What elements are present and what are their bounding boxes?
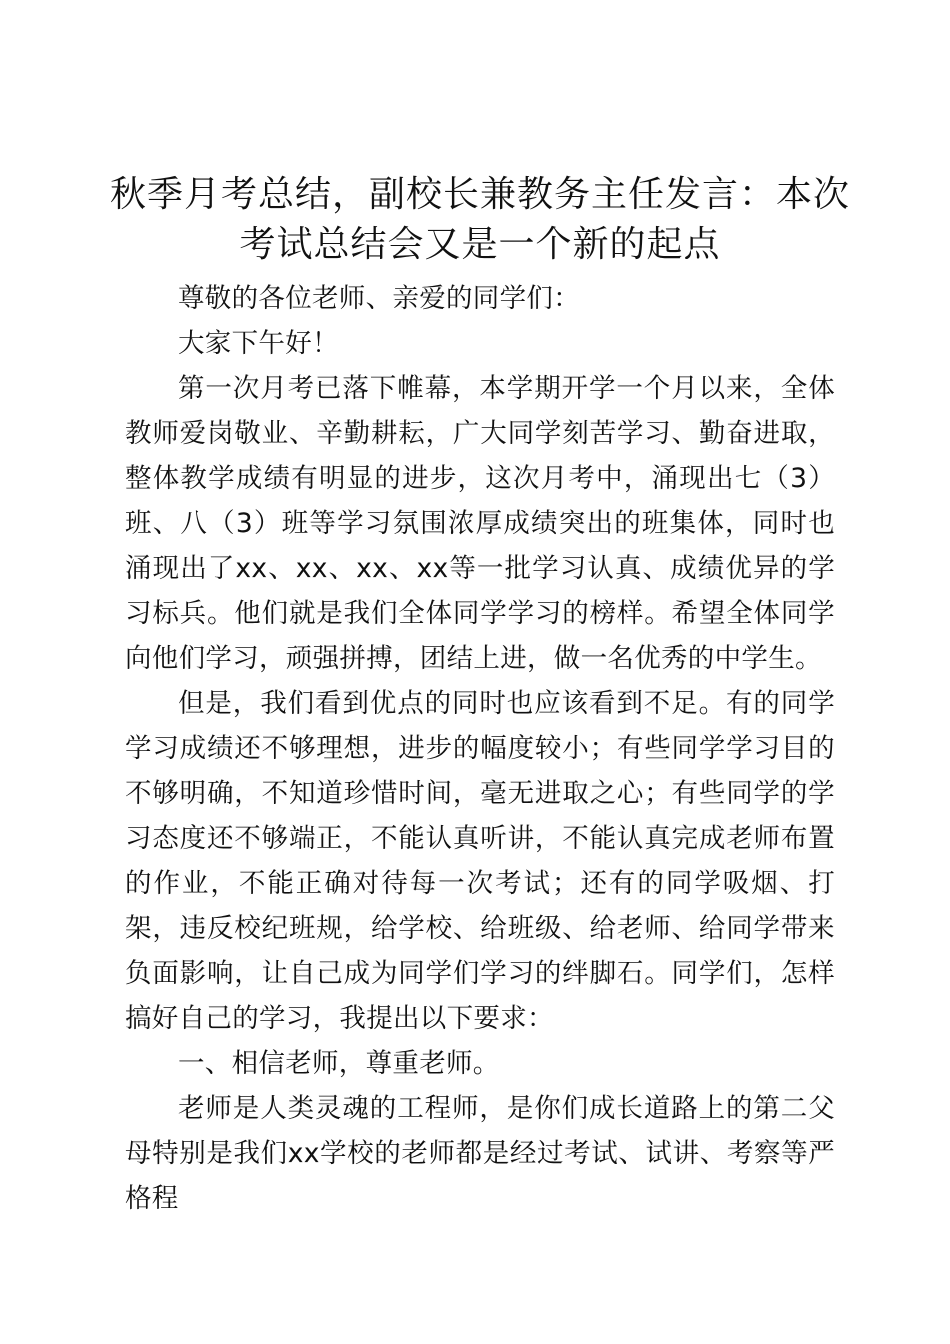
greeting: 大家下午好！ bbox=[178, 328, 339, 359]
salutation: 尊敬的各位老师、亲爱的同学们： bbox=[178, 283, 580, 314]
paragraph-teachers: 老师是人类灵魂的工程师，是你们成长道路上的第二父母特别是我们xx学校的老师都是经过考试、试讲、考察等严格程 bbox=[125, 1093, 835, 1214]
paragraph-shortcomings: 但是，我们看到优点的同时也应该看到不足。有的同学学习成绩还不够理想，进步的幅度较小；有些同学学习目的不够明确，不知道珍惜时间，毫无进取之心；有些同学的学习态度还不够端正，不能认真听讲，不能认真完成老师布置的作业，不能正确对待每一次考试；还有的同学吸烟、打架，违反校纪班规，给学校、给班级、给老师、给同学带来负面影响，让自己成为同学们学习的绊脚石。同学们，怎样搞好自己的学习，我提出以下要求： bbox=[125, 688, 835, 1034]
paragraph-achievements: 第一次月考已落下帷幕，本学期开学一个月以来，全体教师爱岗敬业、辛勤耕耘，广大同学刻苦学习、勤奋进取，整体教学成绩有明显的进步，这次月考中，涌现出七（3）班、八（3）班等学习氛围浓厚成绩突出的班集体，同时也涌现出了xx、xx、xx、xx等一批学习认真、成绩优异的学习标兵。他们就是我们全体同学学习的榜样。希望全体同学向他们学习，顽强拼搏，团结上进，做一名优秀的中学生。 bbox=[125, 373, 835, 674]
document-title: 秋季月考总结，副校长兼教务主任发言：本次考试总结会又是一个新的起点 bbox=[110, 174, 851, 265]
section-heading-1: 一、相信老师，尊重老师。 bbox=[178, 1048, 500, 1079]
document-body bbox=[125, 276, 835, 1221]
